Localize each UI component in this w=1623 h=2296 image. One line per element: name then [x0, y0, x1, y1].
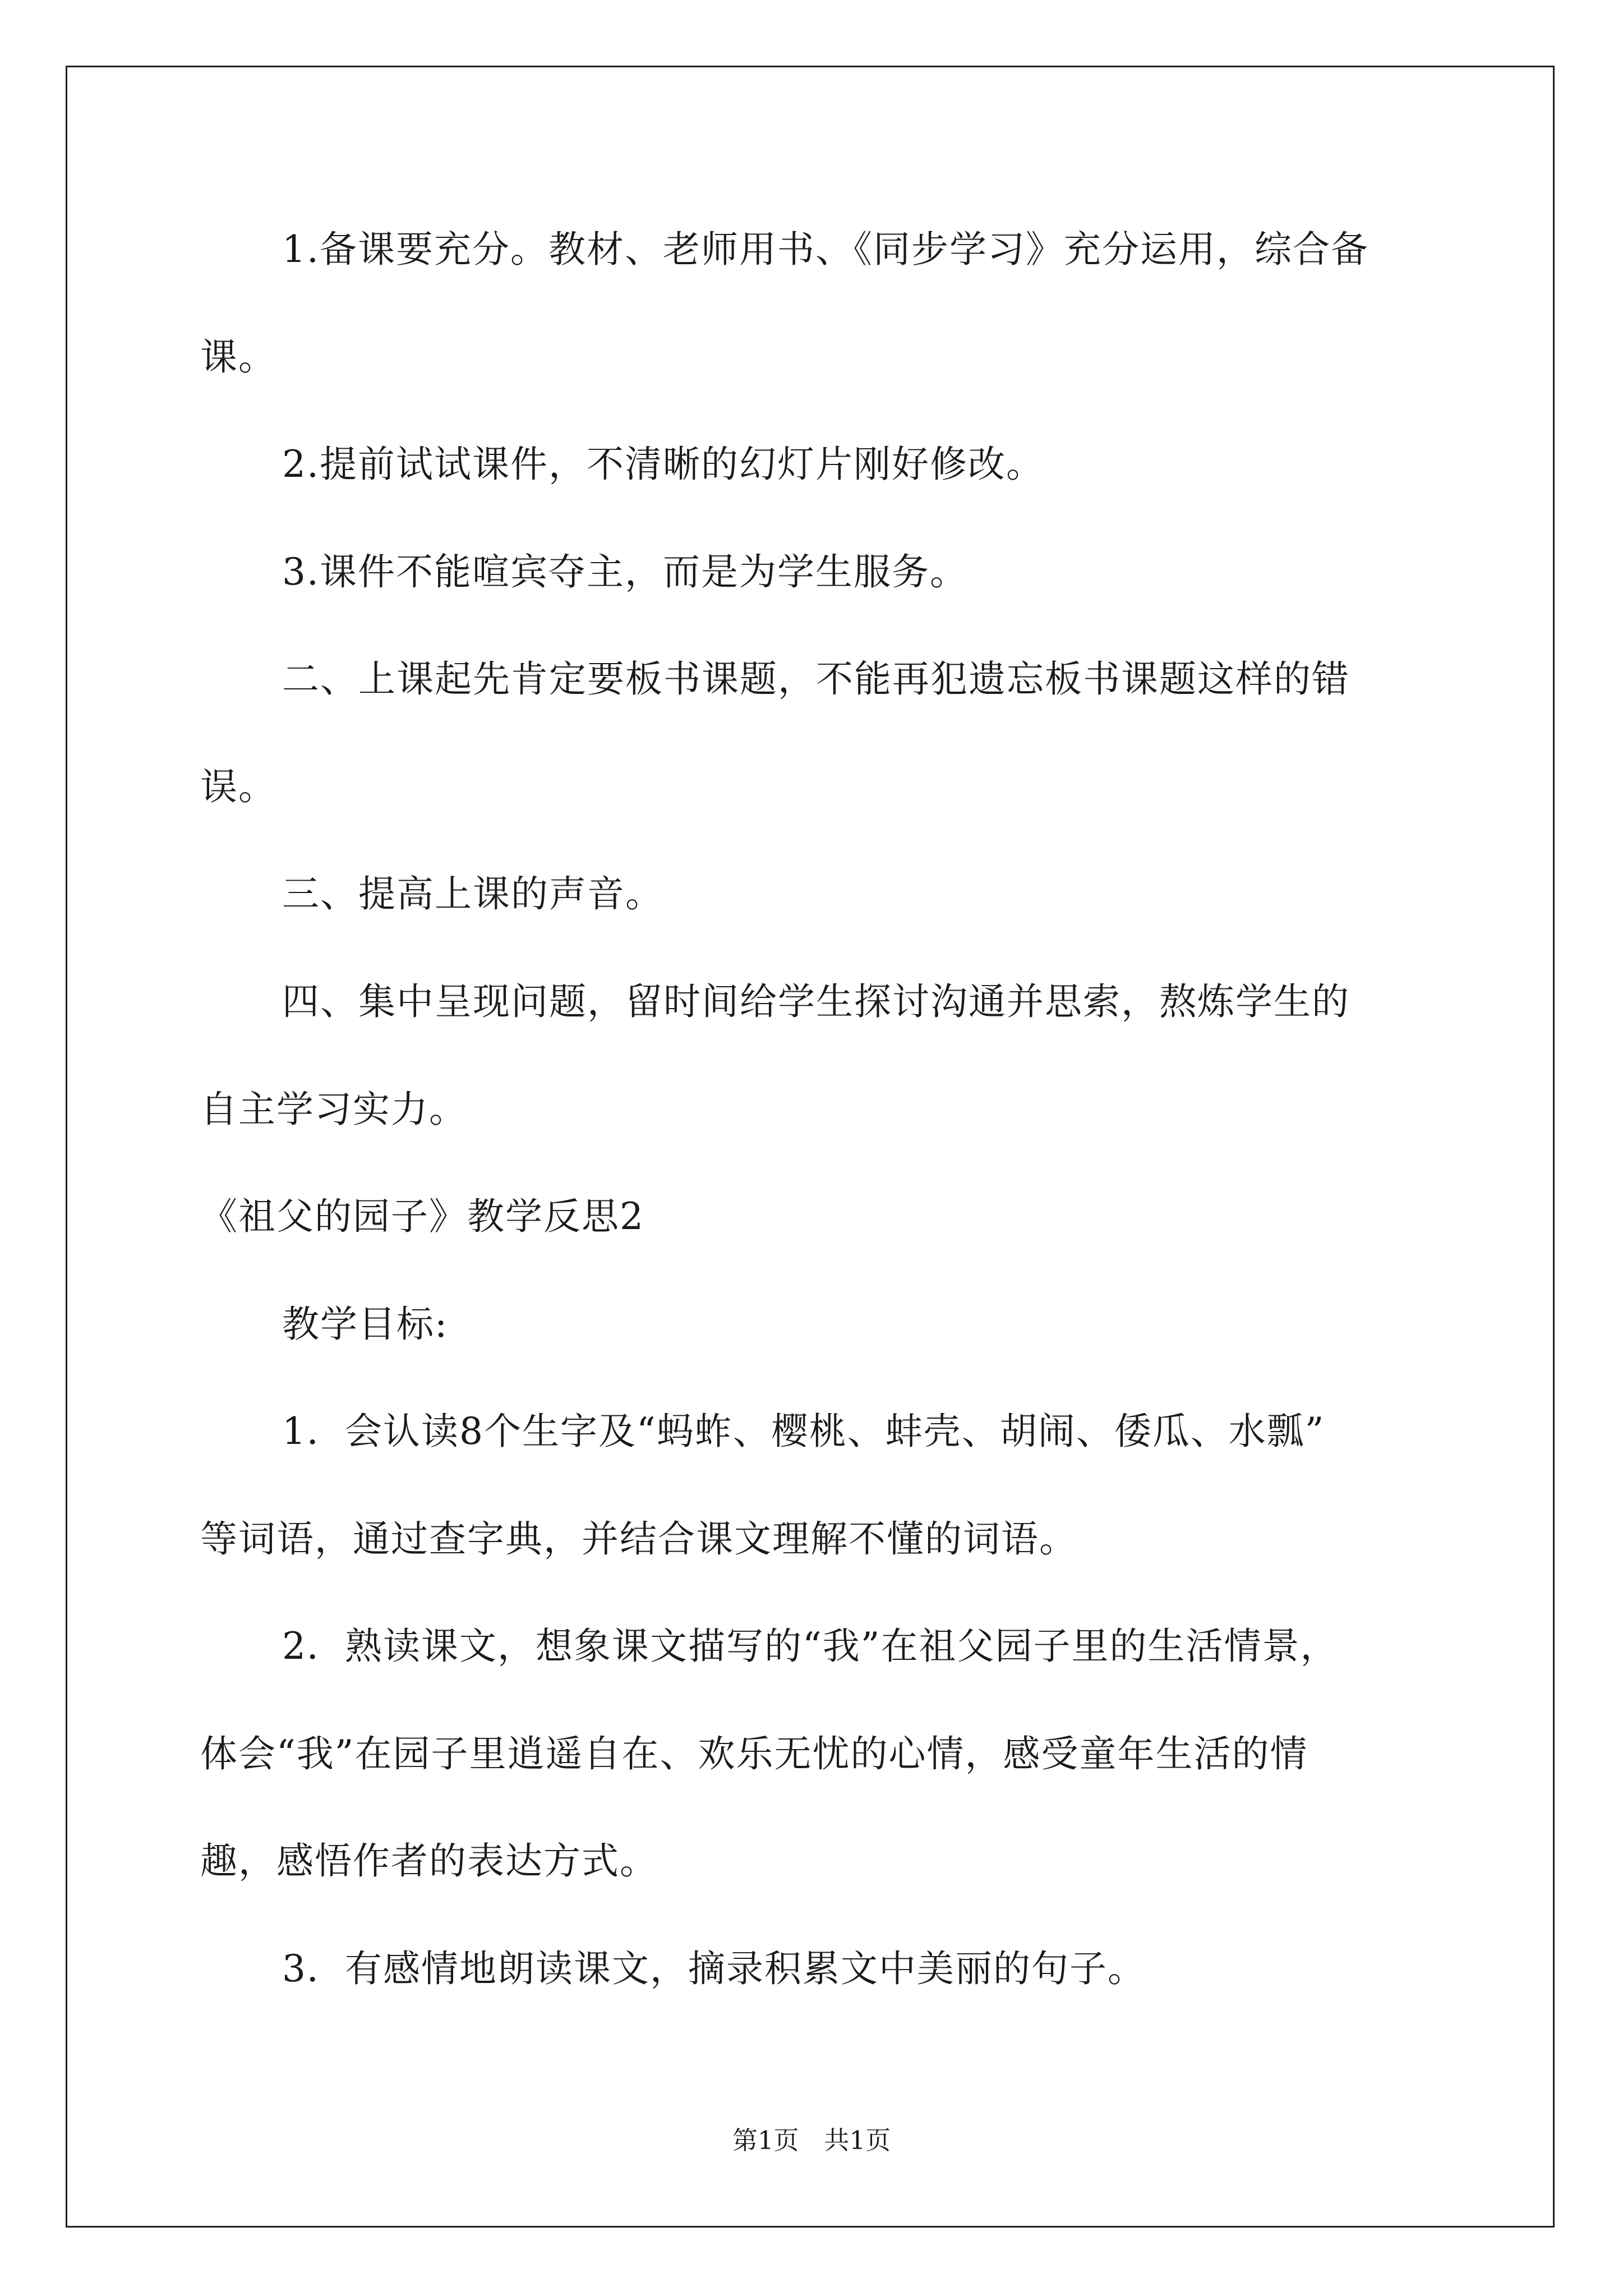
paragraph-line: 三、提高上课的声音。: [282, 872, 663, 915]
paragraph-line: 1.备课要充分。教材、老师用书、《同步学习》充分运用，综合备: [282, 228, 1369, 271]
paragraph-line: 3.课件不能喧宾夺主，而是为学生服务。: [282, 550, 968, 593]
section-heading: 《祖父的园子》教学反思2: [200, 1195, 644, 1238]
page-footer: 第1页 共1页: [732, 2125, 891, 2155]
paragraph-line: 2.提前试试课件，不清晰的幻灯片刚好修改。: [282, 443, 1044, 486]
paragraph-line: 教学目标:: [282, 1303, 449, 1346]
paragraph-line: 四、集中呈现问题，留时间给学生探讨沟通并思索，熬炼学生的: [282, 980, 1350, 1023]
page-border: [66, 66, 1555, 2228]
paragraph-line: 课。: [200, 335, 276, 379]
paragraph-line: 误。: [200, 765, 276, 808]
paragraph-line: 自主学习实力。: [200, 1088, 467, 1131]
paragraph-line: 2．熟读课文，想象课文描写的“我”在祖父园子里的生活情景，: [282, 1625, 1339, 1668]
paragraph-line: 趣，感悟作者的表达方式。: [200, 1839, 658, 1883]
paragraph-line: 二、上课起先肯定要板书课题，不能再犯遗忘板书课题这样的错: [282, 657, 1350, 701]
paragraph-line: 3．有感情地朗读课文，摘录积累文中美丽的句子。: [282, 1947, 1146, 1990]
paragraph-line: 体会“我”在园子里逍遥自在、欢乐无忧的心情，感受童年生活的情: [200, 1732, 1308, 1775]
paragraph-line: 等词语，通过查字典，并结合课文理解不懂的词语。: [200, 1517, 1077, 1561]
paragraph-line: 1．会认读8个生字及“蚂蚱、樱桃、蚌壳、胡闹、倭瓜、水瓢”: [282, 1410, 1325, 1453]
